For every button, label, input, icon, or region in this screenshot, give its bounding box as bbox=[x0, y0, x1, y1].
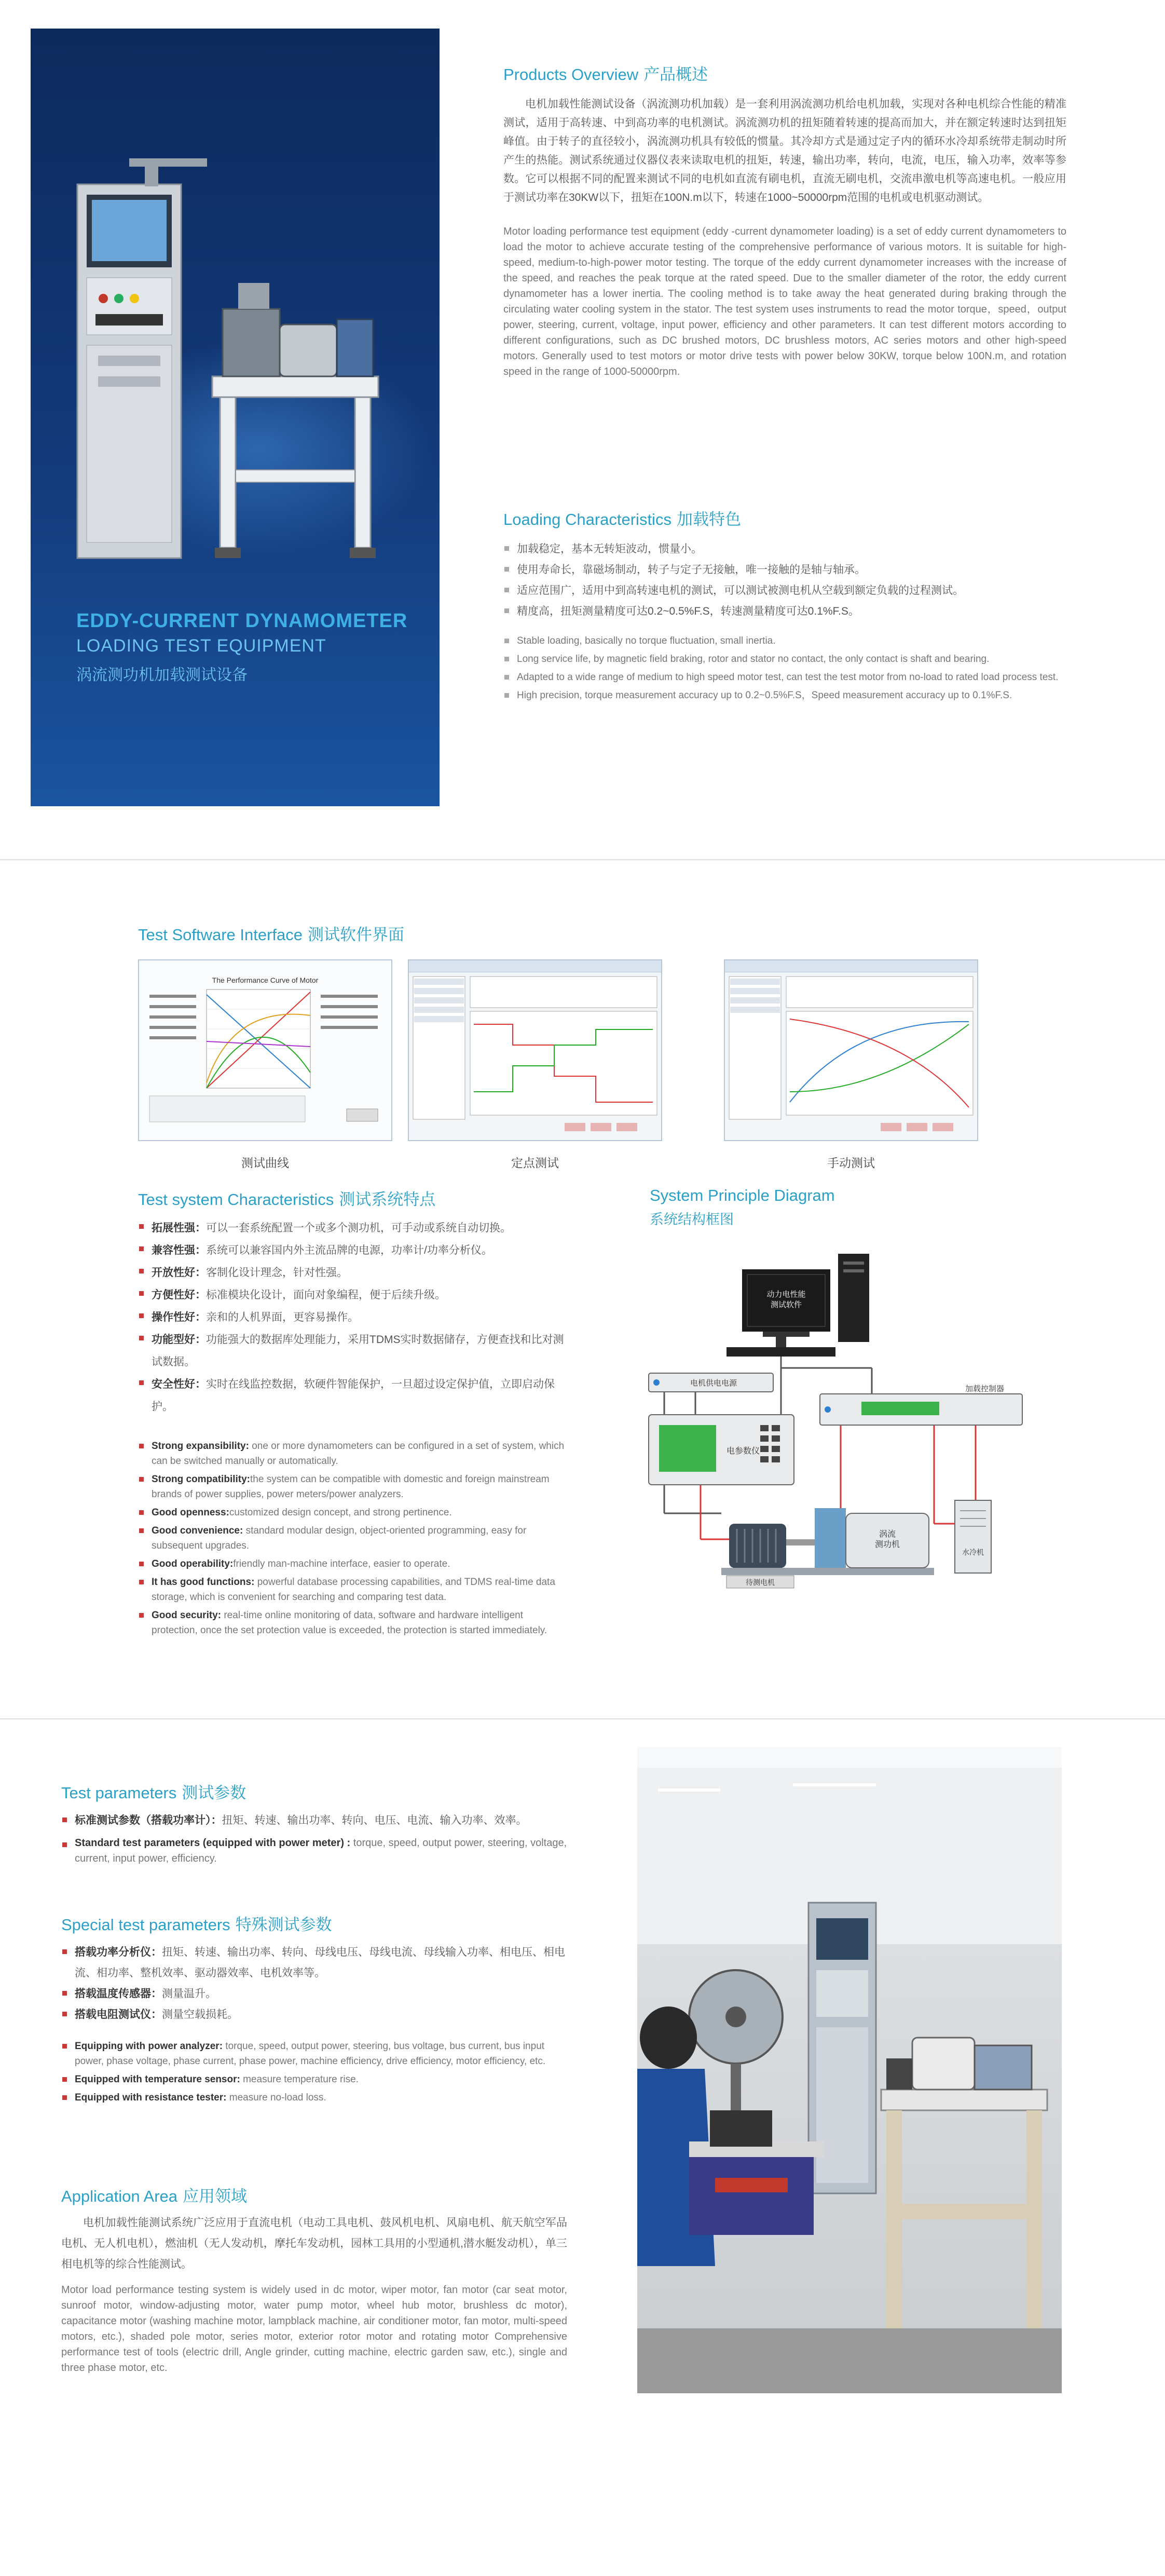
curve-chart-title: The Performance Curve of Motor bbox=[212, 976, 319, 984]
software-screenshot-curve bbox=[138, 959, 392, 1141]
system-chars-list-en bbox=[138, 1439, 569, 1638]
test-params-title bbox=[61, 1780, 575, 1803]
special-params-item-cn: 搭载温度传感器：测量温升。 bbox=[61, 1984, 575, 2004]
application-title bbox=[61, 2183, 567, 2206]
overview-title-en: Products Overview bbox=[503, 65, 639, 84]
system-chars-item-en: Good operability:friendly man-machine interface, easier to operate. bbox=[138, 1556, 569, 1571]
system-chars-item-en: Strong expansibility: one or more dynamometers can be configured in a set of system, which can be switched manually or automatically. bbox=[138, 1439, 569, 1469]
special-params-list-cn bbox=[61, 1942, 575, 2025]
special-params-section bbox=[61, 1911, 575, 2108]
special-params-item-cn: 搭载电阻测试仪：测量空载损耗。 bbox=[61, 2004, 575, 2025]
system-chars-item-en: Good security: real-time online monitoring of data, software and hardware intelligent protection, once the set protection value is exceeded, the protection is started immediately. bbox=[138, 1608, 569, 1638]
caption-curve: 测试曲线 bbox=[241, 1156, 289, 1170]
system-chars-item-cn: 兼容性强：系统可以兼容国内外主流品牌的电源，功率计/功率分析仪。 bbox=[138, 1239, 569, 1262]
overview-title bbox=[503, 61, 1066, 85]
test-params-title-en: Test parameters bbox=[61, 1784, 177, 1802]
special-params-title-en: Special test parameters bbox=[61, 1916, 230, 1934]
diagram-cooler-label: 水冷机 bbox=[962, 1548, 984, 1556]
lab-photo-illustration bbox=[637, 1747, 1062, 2393]
application-title-cn: 应用领域 bbox=[183, 2187, 248, 2205]
diagram-meter-label: 电参数仪 bbox=[727, 1447, 760, 1456]
loading-item-en: Long service life, by magnetic field braking, rotor and stator no contact, the only contact is shaft and bearing. bbox=[503, 652, 1066, 667]
loading-title-en: Loading Characteristics bbox=[503, 510, 671, 528]
system-chars-section bbox=[138, 1186, 579, 1641]
loading-section bbox=[503, 506, 1066, 706]
system-chars-item-en: Strong compatibility:the system can be compatible with domestic and foreign mainstream brands of power supplies, power meters/power analyzers. bbox=[138, 1472, 569, 1502]
special-params-item-en: Equipped with resistance tester: measure no-load loss. bbox=[61, 2090, 575, 2105]
system-chars-item-en: Good openness:customized design concept, and strong pertinence. bbox=[138, 1505, 569, 1520]
loading-item-en: Adapted to a wide range of medium to high speed motor test, can test the test motor from no-load to rated load process test. bbox=[503, 670, 1066, 685]
loading-item-cn: 适应范围广，适用中到高转速电机的测试，可以测试被测电机从空载到额定负载的过程测试。 bbox=[503, 580, 1066, 601]
principle-section bbox=[650, 1186, 1065, 1228]
system-chars-title-en: Test system Characteristics bbox=[138, 1190, 334, 1209]
software-title-en: Test Software Interface bbox=[138, 926, 303, 944]
overview-text-en: Motor loading performance test equipment (eddy -current dynamometer loading) is a set of eddy current dynamometers to load the motor to achieve accurate testing of the comprehensive performance of various motors. It is suitable for high-speed, medium-to-high-power motor testing. The torque of the eddy current dynamometer increases with the increase of the speed, and reaches the peak torque at the rated speed. Due to the smaller diameter of the rotor, the eddy current dynamometer has a lower inertia. The cooling method is to take away the heat generated during braking through the circulating water cooling system in the stator. The test system uses instruments to read the motor torque，speed，output power, steering, current, voltage, input power, efficiency and other parameters. It can test different motors according to different configurations, such as DC brushed motors, DC brushless motors, AC series motors and other high-speed motors. Generally used to test motors or motor drive tests with power below 30KW, torque below 100N.m, and rotation speed in the range of 1000-50000rpm. bbox=[503, 226, 1066, 377]
system-chars-title bbox=[138, 1186, 579, 1210]
special-params-item-en: Equipping with power analyzer: torque, speed, output power, steering, bus voltage, bus current, bus input power, phase voltage, phase current, phase power, machine efficiency, drive efficiency, motor efficiency, etc. bbox=[61, 2039, 575, 2069]
page-1 bbox=[0, 0, 1165, 859]
system-chars-item-en: It has good functions: powerful database processing capabilities, and TDMS real-time data storage, which is convenient for searching and comparing test data. bbox=[138, 1575, 569, 1605]
system-chars-item-en: Good convenience: standard modular design, object-oriented programming, easy for subsequent upgrades. bbox=[138, 1523, 569, 1553]
loading-title bbox=[503, 506, 1066, 530]
cover-title-cn: 涡流测功机加载测试设备 bbox=[76, 667, 248, 684]
application-title-en: Application Area bbox=[61, 2187, 178, 2205]
diagram-software-label: 动力电性能测试软件 bbox=[766, 1290, 806, 1309]
software-title bbox=[138, 921, 404, 945]
software-screenshot-fixed-point bbox=[408, 959, 662, 1141]
software-screenshot-manual bbox=[724, 959, 978, 1141]
overview-title-cn: 产品概述 bbox=[643, 65, 708, 84]
system-chars-item-cn: 操作性好：亲和的人机界面，更容易操作。 bbox=[138, 1306, 569, 1328]
special-params-title bbox=[61, 1911, 575, 1935]
overview-section bbox=[503, 61, 1066, 379]
application-text-cn: 电机加载性能测试系统广泛应用于直流电机（电动工具电机、鼓风机电机、风扇电机、航天航空军品电机、无人机电机），燃油机（无人发动机，摩托车发动机，园林工具用的小型通机,潜水艇发动机），单三相电机等的综合性能测试。 bbox=[61, 2217, 567, 2270]
caption-fixed-point: 定点测试 bbox=[511, 1156, 559, 1170]
test-params-item: 标准测试参数（搭载功率计）：扭矩、转速、输出功率、转向、电压、电流、输入功率、效率。 bbox=[61, 1810, 575, 1831]
cover-title-en-1: EDDY-CURRENT DYNAMOMETER bbox=[76, 610, 408, 632]
application-section bbox=[61, 2183, 567, 2376]
test-params-section bbox=[61, 1780, 575, 1866]
application-text-en: Motor load performance testing system is widely used in dc motor, wiper motor, fan motor (car seat motor, sunroof motor, window-adjusting motor, water pump motor, wheel hub motor, brushless dc motor), capacitance motor (washing machine motor, lampblack machine, air conditioner motor, fan motor, multi-speed motors, etc.), shaded pole motor, series motor, exterior rotor motor and rotating motor Comprehensive performance test of tools (electric drill, Angle grinder, cutting machine, electric garden saw, etc.), single and three phase motor, etc. bbox=[61, 2284, 567, 2374]
loading-item-cn: 加载稳定，基本无转矩波动，惯量小。 bbox=[503, 539, 1066, 560]
test-params-item: Standard test parameters (equipped with power meter) : torque, speed, output power, steering, voltage, current, input power, efficiency. bbox=[61, 1835, 575, 1866]
principle-title-cn: 系统结构框图 bbox=[650, 1212, 734, 1227]
diagram-controller-label: 加载控制器 bbox=[965, 1385, 1005, 1393]
system-chars-item-cn: 拓展性强：可以一套系统配置一个或多个测功机，可手动或系统自动切换。 bbox=[138, 1217, 569, 1239]
test-params-title-cn: 测试参数 bbox=[182, 1784, 246, 1802]
cover-title-en-2: LOADING TEST EQUIPMENT bbox=[76, 636, 326, 656]
principle-title-en: System Principle Diagram bbox=[650, 1186, 835, 1204]
equipment-illustration bbox=[67, 148, 399, 574]
caption-manual: 手动测试 bbox=[827, 1156, 875, 1170]
software-title-cn: 测试软件界面 bbox=[308, 926, 405, 944]
diagram-power-supply-label: 电机供电电源 bbox=[690, 1379, 737, 1388]
system-chars-item-cn: 安全性好：实时在线监控数据，软硬件智能保护，一旦超过设定保护值，立即启动保护。 bbox=[138, 1373, 569, 1418]
diagram-dyno-label: 涡流测功机 bbox=[874, 1530, 900, 1549]
lab-photo bbox=[637, 1747, 1062, 2393]
overview-text-cn: 电机加载性能测试设备（涡流测功机加载）是一套利用涡流测功机给电机加载，实现对各种电机综合性能的精准测试，适用于高转速、中到高功率的电机测试。涡流测功机的扭矩随着转速的提高而加大，并在额定转速时达到扭矩峰值。由于转子的直径较小，涡流测功机具有较低的惯量。其冷却方式是通过定子内的循环水冷却系统带走制动时所产生的热能。测试系统通过仪器仪表来读取电机的扭矩，转速，输出功率，转向，电流，电压，输入功率，效率等参数。它可以根据不同的配置来测试不同的电机如直流有刷电机，直流无刷电机，交流串激电机等高速电机。一般应用于测试功率在30KW以下，扭矩在100N.m以下，转速在1000~50000rpm范围的电机或电机驱动测试。 bbox=[503, 98, 1066, 204]
principle-diagram bbox=[643, 1243, 1038, 1638]
loading-title-cn: 加载特色 bbox=[676, 510, 741, 528]
system-chars-item-cn: 开放性好：客制化设计理念，针对性强。 bbox=[138, 1262, 569, 1284]
loading-item-cn: 精度高，扭矩测量精度可达0.2~0.5%F.S，转速测量精度可达0.1%F.S。 bbox=[503, 601, 1066, 622]
curve-chart bbox=[139, 984, 391, 1135]
test-params-list bbox=[61, 1810, 575, 1866]
loading-item-cn: 使用寿命长，靠磁场制动，转子与定子无接触，唯一接触的是轴与轴承。 bbox=[503, 560, 1066, 580]
system-chars-list-cn bbox=[138, 1217, 569, 1418]
special-params-item-cn: 搭载功率分析仪：扭矩、转速、输出功率、转向、母线电压、母线电流、母线输入功率、相电压、相电流、相功率、整机效率、驱动器效率、电机效率等。 bbox=[61, 1942, 575, 1984]
system-chars-title-cn: 测试系统特点 bbox=[339, 1190, 436, 1209]
cover-panel bbox=[31, 29, 440, 806]
loading-list-en bbox=[503, 633, 1066, 703]
loading-item-en: Stable loading, basically no torque fluctuation, small inertia. bbox=[503, 633, 1066, 648]
special-params-item-en: Equipped with temperature sensor: measure temperature rise. bbox=[61, 2072, 575, 2087]
system-chars-item-cn: 功能型好：功能强大的数据库处理能力，采用TDMS实时数据储存，方便查找和比对测试数据。 bbox=[138, 1328, 569, 1373]
special-params-title-cn: 特殊测试参数 bbox=[235, 1916, 332, 1934]
special-params-list-en bbox=[61, 2039, 575, 2105]
diagram-motor-label: 待测电机 bbox=[746, 1578, 775, 1587]
loading-item-en: High precision, torque measurement accuracy up to 0.2~0.5%F.S，Speed measurement accuracy up to 0.1%F.S. bbox=[503, 688, 1066, 703]
loading-list-cn bbox=[503, 539, 1066, 622]
system-chars-item-cn: 方便性好：标准模块化设计，面向对象编程，便于后续升级。 bbox=[138, 1284, 569, 1306]
